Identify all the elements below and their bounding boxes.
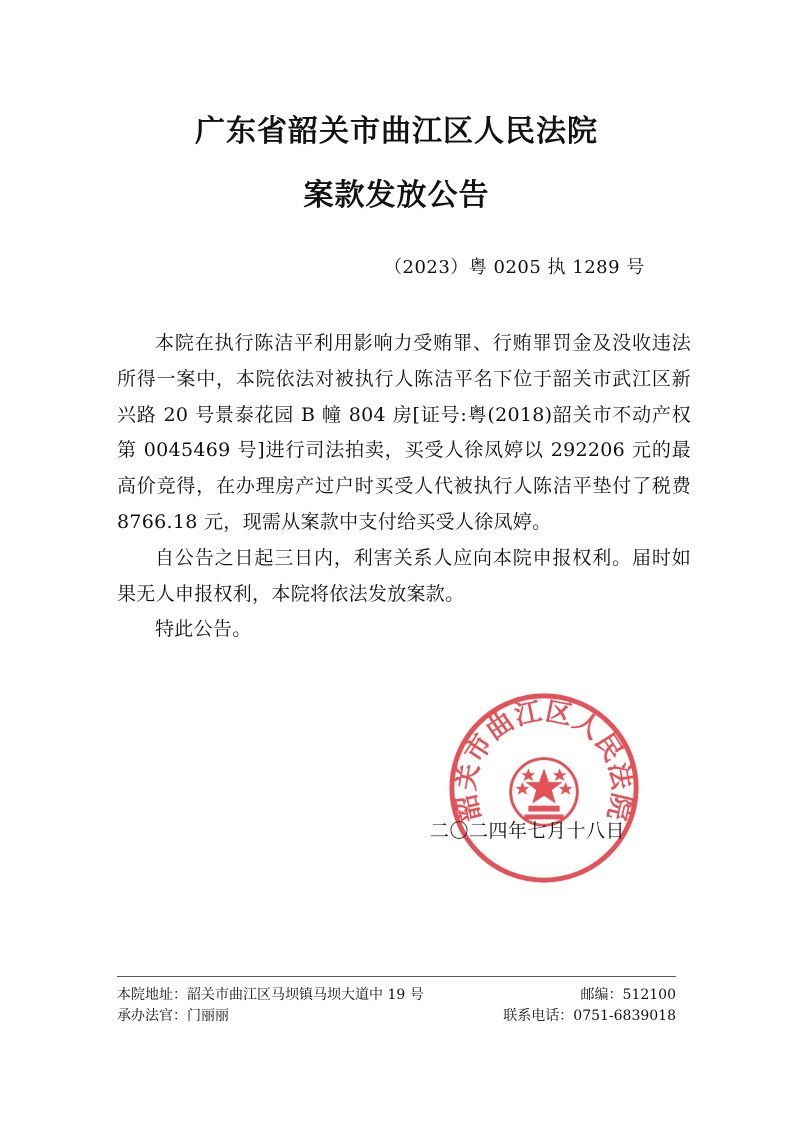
court-name: 广东省韶关市曲江区人民法院 xyxy=(195,114,598,149)
presiding-judge: 承办法官：门丽丽 xyxy=(117,1008,229,1024)
notice-title: 案款发放公告 xyxy=(303,178,490,213)
footer-divider xyxy=(117,976,676,977)
signature-date: 二〇二四年七月十八日 xyxy=(430,820,626,842)
body-paragraph-2: 自公告之日起三日内，利害关系人应向本院申报权利。届时如果无人申报权利，本院将依法发放案款。 xyxy=(117,546,691,605)
court-seal xyxy=(446,690,642,886)
body-paragraph-3: 特此公告。 xyxy=(155,618,252,641)
contact-phone: 联系电话：0751-6839018 xyxy=(503,1008,676,1024)
notice-body xyxy=(117,326,691,648)
case-number: （2023）粤 0205 执 1289 号 xyxy=(384,257,645,278)
postcode: 邮编：512100 xyxy=(580,987,676,1003)
body-paragraph-1: 本院在执行陈洁平利用影响力受贿罪、行贿罪罚金及没收违法所得一案中，本院依法对被执行人陈洁平名下位于韶关市武江区新兴路 20 号景泰花园 B 幢 804 房[证号:粤(2018)韶关市不动产权第 0045469 号]进行司法拍卖，买受人徐凤婷以 292206 元的最高价竞得，在办理房产过户时买受人代被执行人陈洁平垫付了税费 8766.18 元，现需从案款中支付给买受人徐凤婷。 xyxy=(117,332,691,533)
court-address: 本院地址：韶关市曲江区马坝镇马坝大道中 19 号 xyxy=(117,987,424,1003)
seal-text: 韶关市曲江区人民法院 xyxy=(450,695,638,825)
